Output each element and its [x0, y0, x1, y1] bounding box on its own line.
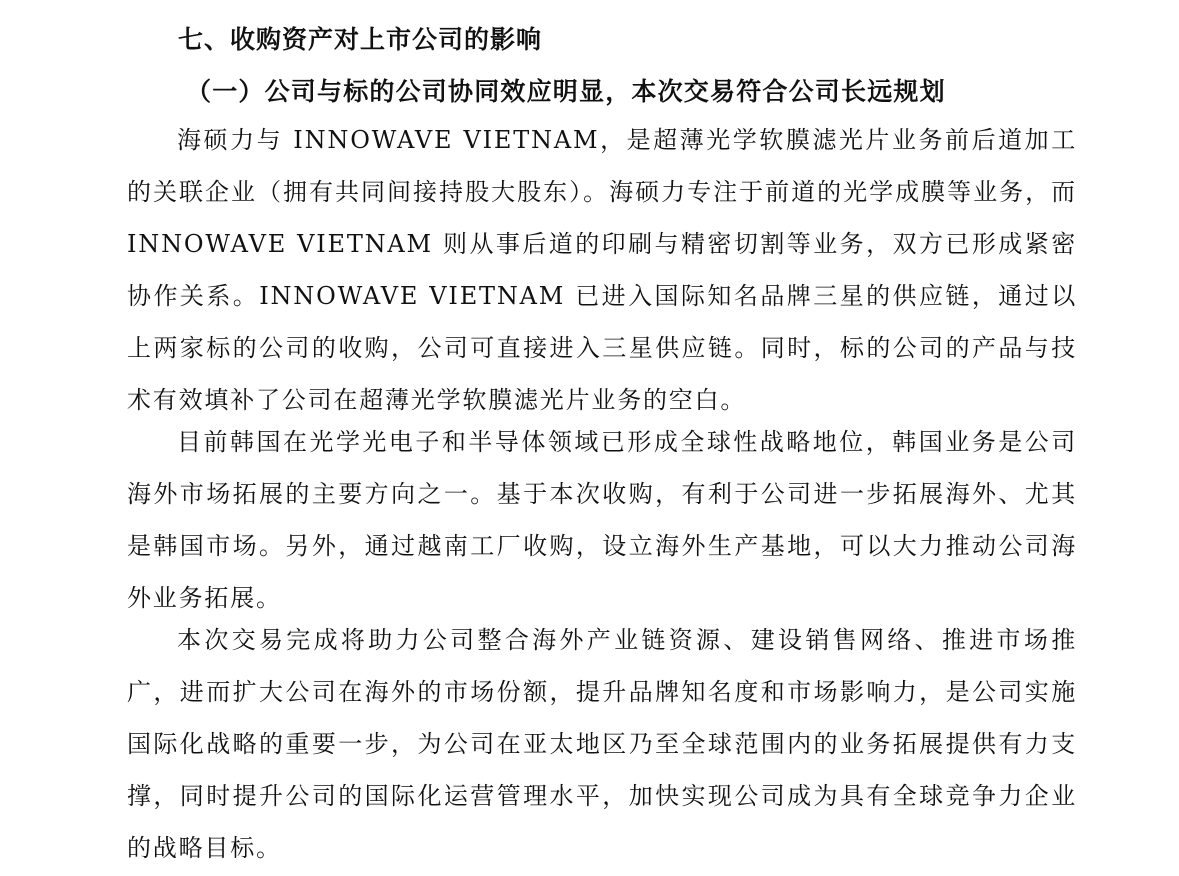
section-title: 七、收购资产对上市公司的影响	[178, 25, 543, 54]
subsection-title: （一）公司与标的公司协同效应明显，本次交易符合公司长远规划	[186, 77, 946, 106]
paragraph-internationalization: 本次交易完成将助力公司整合海外产业链资源、建设销售网络、推进市场推广，进而扩大公司在海外的市场份额，提升品牌知名度和市场影响力，是公司实施国际化战略的重要一步，为公司在亚太地区乃至全球范围内的业务拓展提供有力支撑，同时提升公司的国际化运营管理水平，加快实现公司成为具有全球竞争力企业的战略目标。	[127, 626, 1077, 862]
paragraph-korea-market: 目前韩国在光学光电子和半导体领域已形成全球性战略地位，韩国业务是公司海外市场拓展的主要方向之一。基于本次收购，有利于公司进一步拓展海外、尤其是韩国市场。另外，通过越南工厂收购，设立海外生产基地，可以大力推动公司海外业务拓展。	[127, 428, 1077, 612]
paragraph-synergy: 海硕力与 INNOWAVE VIETNAM，是超薄光学软膜滤光片业务前后道加工的关联企业（拥有共同间接持股大股东）。海硕力专注于前道的光学成膜等业务，而 INNOWAVE VIETNAM 则从事后道的印刷与精密切割等业务，双方已形成紧密协作关系。INNOWAVE VIETNAM 已进入国际知名品牌三星的供应链，通过以上两家标的公司的收购，公司可直接进入三星供应链。同时，标的公司的产品与技术有效填补了公司在超薄光学软膜滤光片业务的空白。	[127, 126, 1077, 414]
